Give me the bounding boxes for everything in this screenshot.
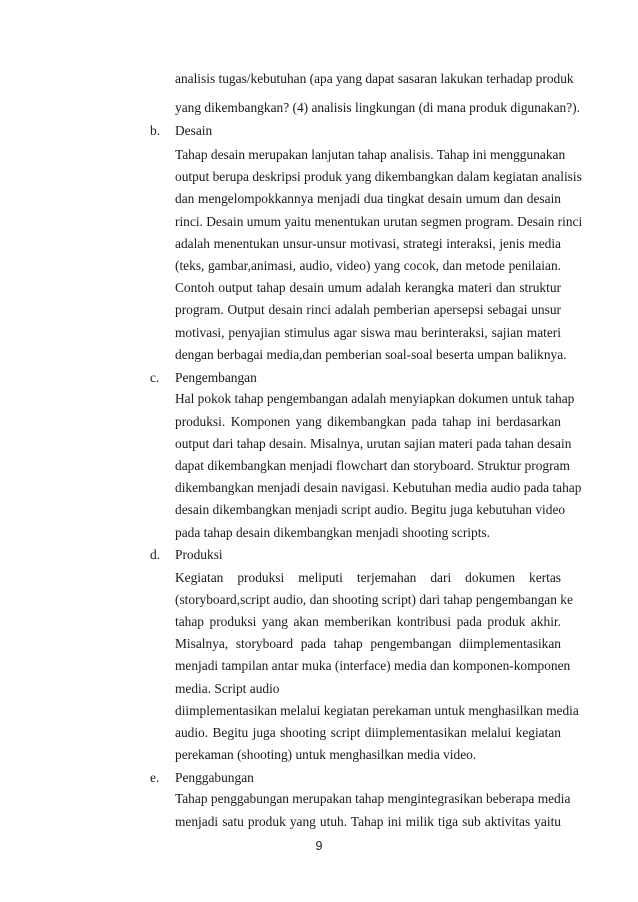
list-marker: c. [150,370,160,385]
paragraph-line: media. Script audio [175,681,280,696]
intro-line: yang dikembangkan? (4) analisis lingkungan (di mana produk digunakan?). [175,100,580,115]
paragraph-line: output berupa deskripsi produk yang dikembangkan dalam kegiatan analisis [175,169,582,184]
paragraph-line: adalah menentukan unsur-unsur motivasi, strategi interaksi, jenis media [175,236,561,251]
paragraph-line: audio. Begitu juga shooting script diimplementasikan melalui kegiatan [175,725,561,740]
paragraph-line: dan mengelompokkannya menjadi dua tingkat desain umum dan desain [175,191,561,206]
paragraph-line: dapat dikembangkan menjadi flowchart dan storyboard. Struktur program [175,458,570,473]
paragraph-line: rinci. Desain umum yaitu menentukan urutan segmen program. Desain rinci [175,214,583,229]
paragraph-line: Hal pokok tahap pengembangan adalah menyiapkan dokumen untuk tahap [175,391,575,406]
paragraph-line: motivasi, penyajian stimulus agar siswa mau berinteraksi, sajian materi [175,325,561,340]
paragraph-line: Kegiatan produksi meliputi terjemahan dari dokumen kertas [175,570,561,585]
intro-line: analisis tugas/kebutuhan (apa yang dapat sasaran lakukan terhadap produk [175,71,574,86]
page-number: 9 [315,839,323,853]
paragraph-line: Tahap desain merupakan lanjutan tahap analisis. Tahap ini menggunakan [175,147,566,162]
list-marker: e. [150,770,160,785]
paragraph-line: menjadi tampilan antar muka (interface) media dan komponen-komponen [175,658,571,673]
list-marker: d. [150,547,161,562]
paragraph-line: tahap produksi yang akan memberikan kontribusi pada produk akhir. [175,614,561,629]
paragraph-line: produksi. Komponen yang dikembangkan pada tahap ini berdasarkan [175,414,561,429]
section-heading-produksi: Produksi [175,547,223,562]
paragraph-line: program. Output desain rinci adalah pemberian apersepsi sebagai unsur [175,302,561,317]
paragraph-line: (teks, gambar,animasi, audio, video) yang cocok, dan metode penilaian. [175,258,561,273]
paragraph-line: pada tahap desain dikembangkan menjadi shooting scripts. [175,525,490,540]
paragraph-line: output dari tahap desain. Misalnya, urutan sajian materi pada tahan desain [175,436,572,451]
paragraph-line: Contoh output tahap desain umum adalah kerangka materi dan struktur [175,280,561,295]
paragraph-line: Tahap penggabungan merupakan tahap mengintegrasikan beberapa media [175,791,571,806]
paragraph-line: menjadi satu produk yang utuh. Tahap ini milik tiga sub aktivitas yaitu [175,814,561,829]
section-heading-penggabungan: Penggabungan [175,770,254,785]
paragraph-line: (storyboard,script audio, dan shooting script) dari tahap pengembangan ke [175,592,573,607]
paragraph-line: Misalnya, storyboard pada tahap pengembangan diimplementasikan [175,636,561,651]
paragraph-line: dikembangkan menjadi desain navigasi. Kebutuhan media audio pada tahap [175,480,582,495]
list-marker: b. [150,123,161,138]
paragraph-line: diimplementasikan melalui kegiatan perekaman untuk menghasilkan media [175,703,579,718]
paragraph-line: desain dikembangkan menjadi script audio. Begitu juga kebutuhan video [175,502,566,517]
section-heading-pengembangan: Pengembangan [175,370,257,385]
section-heading-desain: Desain [175,123,213,138]
paragraph-line: perekaman (shooting) untuk menghasilkan media video. [175,747,477,762]
paragraph-line: dengan berbagai media,dan pemberian soal-soal beserta umpan baliknya. [175,347,567,362]
